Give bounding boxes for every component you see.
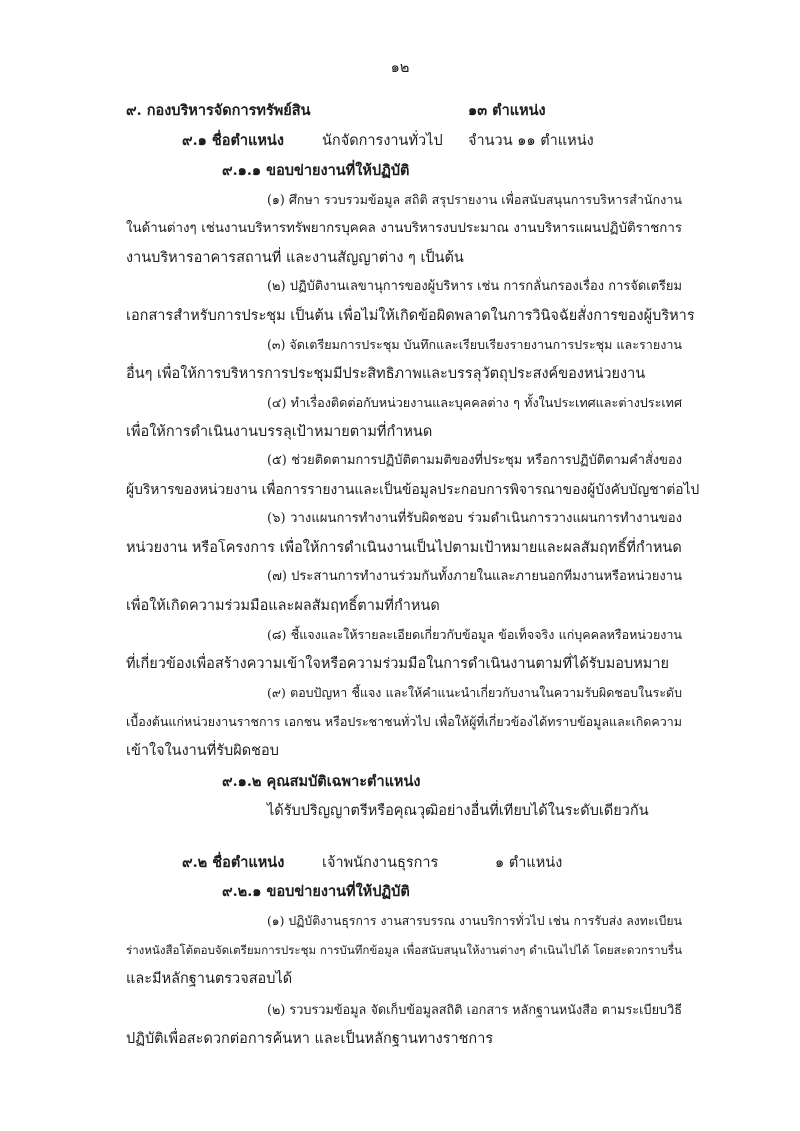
position-name: เจ้าพนักงานธุรการ [322,855,439,871]
duty-item-continuation: เข้าใจในงานที่รับผิดชอบ [126,743,279,759]
duty-item-continuation: ที่เกี่ยวข้องเพื่อสร้างความเข้าใจหรือความร่วมมือในการดำเนินงานตามที่ได้รับมอบหมาย [126,656,669,672]
section-position-count: ๑๓ ตำแหน่ง [468,102,546,119]
duty-item-continuation: เอกสารสำหรับการประชุม เป็นต้น เพื่อไม่ให้เกิดข้อผิดพลาดในการวินิจฉัยสั่งการของผู้บริหาร [126,308,695,324]
section-title: ๙. กองบริหารจัดการทรัพย์สิน [126,102,311,119]
duties-heading: ๙.๑.๑ ขอบข่ายงานที่ให้ปฏิบัติ [222,162,410,179]
duty-item-continuation: อื่นๆ เพื่อให้การบริหารการประชุมมีประสิทธิภาพและบรรลุวัตถุประสงค์ของหน่วยงาน [126,366,646,382]
duty-item-continuation: ปฏิบัติเพื่อสะดวกต่อการค้นหา และเป็นหลักฐานทางราชการ [126,1031,494,1047]
qualification-heading: ๙.๑.๒ คุณสมบัติเฉพาะตำแหน่ง [222,773,421,790]
duty-item: (๔) ทำเรื่องติดต่อกับหน่วยงานและบุคคลต่าง ๆ ทั้งในประเทศและต่างประเทศ [267,395,682,410]
duty-item-continuation: งานบริหารอาคารสถานที่ และงานสัญญาต่าง ๆ เป็นต้น [126,250,464,266]
duty-item-continuation: เบื้องต้นแก่หน่วยงานราชการ เอกชน หรือประชาชนทั่วไป เพื่อให้ผู้ที่เกี่ยวข้องได้ทราบข้อมูลและเกิดความ [126,714,682,729]
duty-item: (๓) จัดเตรียมการประชุม บันทึกและเรียบเรียงรายงานการประชุม และรายงาน [267,337,682,352]
duty-item-continuation: และมีหลักฐานตรวจสอบได้ [126,971,293,987]
qualification-text: ได้รับปริญญาตรีหรือคุณวุฒิอย่างอื่นที่เทียบได้ในระดับเดียวกัน [267,803,649,819]
duty-item-continuation: หน่วยงาน หรือโครงการ เพื่อให้การดำเนินงานเป็นไปตามเป้าหมายและผลสัมฤทธิ์ที่กำหนด [126,540,682,556]
duty-item: (๗) ประสานการทำงานร่วมกันทั้งภายในและภายนอกทีมงานหรือหน่วยงาน [267,569,683,584]
duty-item: (๒) รวบรวมข้อมูล จัดเก็บข้อมูลสถิติ เอกสาร หลักฐานหนังสือ ตามระเบียบวิธี [267,1002,682,1017]
duty-item-continuation: เพื่อให้เกิดความร่วมมือและผลสัมฤทธิ์ตามที่กำหนด [126,598,440,614]
duty-item: (๘) ชี้แจงและให้รายละเอียดเกี่ยวกับข้อมูล ข้อเท็จจริง แก่บุคคลหรือหน่วยงาน [267,627,682,642]
page-number: ๑๒ [390,60,410,76]
duty-item-continuation: เพื่อให้การดำเนินงานบรรลุเป้าหมายตามที่กำหนด [126,424,433,440]
duty-item: (๑) ศึกษา รวบรวมข้อมูล สถิติ สรุปรายงาน เพื่อสนับสนุนการบริหารสำนักงาน [267,192,683,207]
duty-item-continuation: ผู้บริหารของหน่วยงาน เพื่อการรายงานและเป็นข้อมูลประกอบการพิจารณาของผู้บังคับบัญชาต่อไป [126,482,700,498]
position-count: จำนวน ๑๑ ตำแหน่ง [468,133,594,149]
position-label: ๙.๒ ชื่อตำแหน่ง [182,854,285,871]
position-label: ๙.๑ ชื่อตำแหน่ง [182,132,284,149]
duty-item-continuation: ร่างหนังสือโต้ตอบจัดเตรียมการประชุม การบันทึกข้อมูล เพื่อสนับสนุนให้งานต่างๆ ดำเนินไปได้ โดยสะดวกราบรื่น [126,943,682,957]
duty-item: (๕) ช่วยติดตามการปฏิบัติตามมติของที่ประชุม หรือการปฏิบัติตามคำสั่งของ [267,453,682,468]
duty-item: (๙) ตอบปัญหา ชี้แจง และให้คำแนะนำเกี่ยวกับงานในความรับผิดชอบในระดับ [267,685,682,700]
duty-item: (๑) ปฏิบัติงานธุรการ งานสารบรรณ งานบริการทั่วไป เช่น การรับส่ง ลงทะเบียน [267,914,682,928]
duty-item-continuation: ในด้านต่างๆ เช่นงานบริหารทรัพยากรบุคคล งานบริหารงบประมาณ งานบริหารแผนปฏิบัติราชการ [126,221,682,236]
duty-item: (๒) ปฏิบัติงานเลขานุการของผู้บริหาร เช่น การกลั่นกรองเรื่อง การจัดเตรียม [267,279,682,294]
duty-item: (๖) วางแผนการทำงานที่รับผิดชอบ ร่วมดำเนินการวางแผนการทำงานของ [267,511,682,526]
position-count: ๑ ตำแหน่ง [495,855,563,871]
duties-heading: ๙.๒.๑ ขอบข่ายงานที่ให้ปฏิบัติ [222,883,410,900]
position-name: นักจัดการงานทั่วไป [322,133,443,149]
